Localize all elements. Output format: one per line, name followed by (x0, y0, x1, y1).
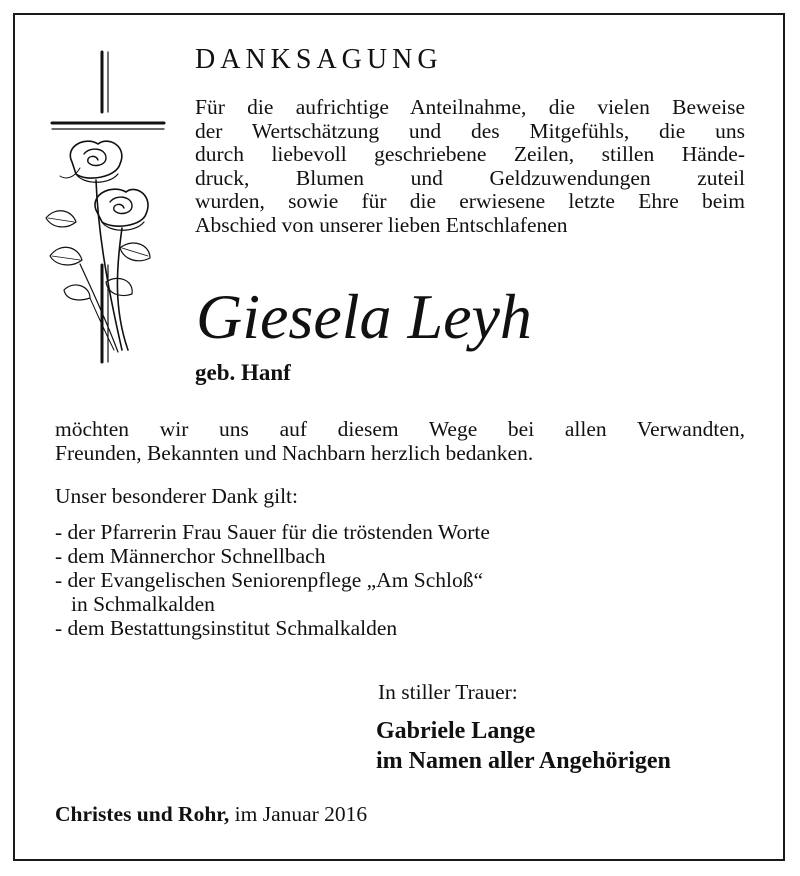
place-date (55, 800, 367, 828)
deceased-name: Giesela Leyh (196, 281, 532, 352)
list-item-continuation: in Schmalkalden (71, 592, 215, 616)
intro-line: druck, Blumen und Geldzuwendungen zuteil (195, 165, 745, 190)
intro-paragraph (195, 96, 745, 237)
intro-line: Für die aufrichtige Anteilnahme, die vielen Beweise (195, 95, 745, 119)
list-item (55, 544, 490, 568)
body-line: möchten wir uns auf diesem Wege bei allen Verwandten, (55, 417, 745, 441)
list-item (55, 520, 490, 544)
list-item-text: - der Evangelischen Seniorenpflege „Am Schloß“ (55, 568, 484, 592)
thanks-paragraph (55, 417, 745, 465)
signer-name: Gabriele Lange (376, 718, 536, 744)
list-item-text: - dem Männerchor Schnellbach (55, 544, 326, 568)
thanks-list (55, 520, 490, 640)
list-item (55, 616, 490, 640)
intro-line: Abschied von unserer lieben Entschlafenen (195, 212, 568, 237)
list-item-text: - dem Bestattungsinstitut Schmalkalden (55, 616, 398, 640)
cross-with-roses-icon (36, 50, 166, 370)
signer-note: im Namen aller Angehörigen (376, 748, 671, 774)
mourning-line: In stiller Trauer: (378, 680, 518, 704)
intro-line: durch liebevoll geschriebene Zeilen, stillen Hände- (195, 142, 745, 166)
signers (376, 716, 671, 776)
maiden-name: geb. Hanf (195, 360, 291, 385)
place: Christes und Rohr, (55, 802, 230, 826)
special-thanks-intro: Unser besonderer Dank gilt: (55, 484, 298, 508)
notice-heading: DANKSAGUNG (195, 44, 443, 75)
list-item-text: - der Pfarrerin Frau Sauer für die tröstenden Worte (55, 520, 490, 544)
intro-line: wurden, sowie für die erwiesene letzte Ehre beim (195, 189, 745, 213)
body-line: Freunden, Bekannten und Nachbarn herzlich bedanken. (55, 441, 534, 465)
intro-line: der Wertschätzung und des Mitgefühls, die uns (195, 118, 745, 143)
list-item (55, 568, 490, 616)
date: im Januar 2016 (234, 802, 368, 826)
